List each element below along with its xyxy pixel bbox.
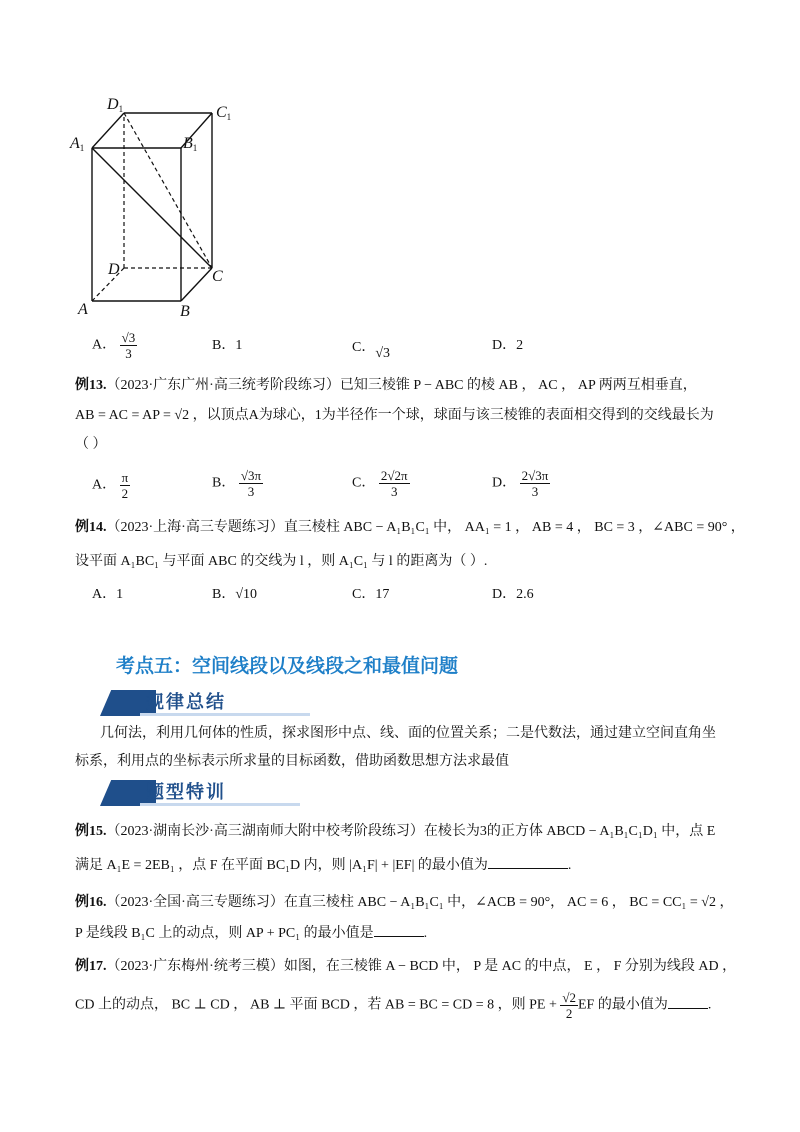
q14-line1 [75,518,745,538]
label-c1: C1 [216,104,232,122]
q14-option-d[interactable]: D．2.6 [492,587,534,602]
option-label: B． [212,338,236,353]
question-text: （2023·广东广州·高三统考阶段练习）已知三棱锥 P − ABC 的棱 AB ， AC ， AP 两两互相垂直， [106,378,697,393]
question-text: （2023·全国·高三专题练习）在直三棱柱 ABC − A₁B₁C₁ 中，∠ACB = 90°， AC = 6 ， BC = CC₁ = √2 ， [106,895,734,910]
label-d1: D1 [107,96,124,114]
fraction: $\frac{2√3\pi}{3}$ [521,468,549,499]
label-a1: A1 [70,135,85,153]
example-label: 例13. [75,378,107,393]
q13-option-a[interactable]: A． $\frac{\pi}{2}$ [92,470,129,501]
q14-option-c[interactable]: C．17 [352,587,390,602]
banner-summary [100,690,310,716]
diag-a1c [92,148,212,268]
q12-option-c[interactable] [352,338,391,361]
option-value: 2 [516,338,524,353]
q17-line2: CD 上的动点， BC ⊥ CD ， AB ⊥ 平面 BCD ，若 AB = BC = CD = 8 ，则 PE + $\frac{√2}{2}$ EF 的最小值为 . [75,990,712,1021]
question-text: 满足 A₁E = 2EB₁ ，点 F 在平面 BC₁D 内，则 |A₁F| + |EF| 的最小值为 [75,858,488,873]
edge-bc [181,268,212,301]
summary-line1: 几何法，利用几何体的性质，探求图形中点、线、面的位置关系；二是代数法，通过建立空间直角坐 [100,726,716,741]
question-text: P 是线段 B₁C 上的动点，则 AP + PC₁ 的最小值是 [75,926,374,941]
edge-a1d1 [92,113,124,148]
question-text: （2023·上海·高三专题练习）直三棱柱 ABC − A₁B₁C₁ 中， AA₁ = 1 ， AB = 4 ， BC = 3 ，∠ABC = 90° ， [106,520,745,535]
q12-option-a[interactable] [92,330,137,361]
option-label: A． [92,337,117,353]
summary-line2: 标系，利用点的坐标表示所求量的目标函数，借助函数思想方法求最值 [75,754,509,769]
q17-line1 [75,957,736,977]
fraction: $\frac{\pi}{2}$ [121,470,129,501]
example-label: 例14. [75,520,107,535]
banner-label: 规律总结 [146,692,226,713]
banner-training [100,780,310,806]
q15-line2: 满足 A₁E = 2EB₁ ，点 F 在平面 BC₁D 内，则 |A₁F| + |EF| 的最小值为 . [75,858,572,873]
option-label: D． [492,338,517,353]
option-value: √3 [375,346,391,361]
example-label: 例15. [75,824,107,839]
example-label: 例17. [75,959,107,974]
label-d: D [108,261,120,278]
q13-line1 [75,376,697,396]
answer-blank[interactable] [488,868,568,869]
q15-line1 [75,822,715,842]
q16-line2: P 是线段 B₁C 上的动点，则 AP + PC₁ 的最小值是 . [75,926,428,941]
q12-option-b[interactable] [212,336,242,356]
q14-option-a[interactable]: A．1 [92,587,124,602]
q13-line3: （ ） [75,437,107,452]
question-text: （2023·广东梅州·统考三模）如图，在三棱锥 A − BCD 中， P 是 AC 的中点， E ， F 分别为线段 AD ， [106,959,737,974]
fraction: $\frac{2√2\pi}{3}$ [380,468,408,499]
q13-option-b[interactable]: B． $\frac{√3\pi}{3}$ [212,468,262,499]
q13-option-c[interactable]: C． $\frac{2√2\pi}{3}$ [352,468,408,499]
label-a: A [78,301,88,318]
fraction: $\frac{√2}{2}$ [562,990,576,1021]
section-title: 考点五：空间线段以及线段之和最值问题 [116,655,459,677]
option-value: 1 [235,338,243,353]
banner-label: 题型特训 [146,782,226,803]
prism-figure [60,88,250,323]
label-c: C [212,268,223,285]
option-label: C． [352,340,376,355]
question-text: CD 上的动点， BC ⊥ CD ， AB ⊥ 平面 BCD ，若 AB = BC = CD = 8 ，则 PE + [75,997,557,1013]
diag-d1c-hidden [124,113,212,268]
label-b: B [180,303,190,320]
example-label: 例16. [75,895,107,910]
answer-blank[interactable] [668,1008,708,1009]
fraction: $\frac{√3\pi}{3}$ [240,468,262,499]
q13-line2: AB = AC = AP = √2 ，以顶点A为球心，1为半径作一个球，球面与该三棱锥的表面相交得到的交线最长为 [75,408,714,423]
label-b1: B1 [183,135,198,153]
question-text: （2023·湖南长沙·高三湖南师大附中校考阶段练习）在棱长为3的正方体 ABCD − A₁B₁C₁D₁ 中，点 E [106,824,716,839]
q14-line2: 设平面 A₁BC₁ 与平面 ABC 的交线为 l ，则 A₁C₁ 与 l 的距离为（ ）. [75,554,488,569]
answer-blank[interactable] [374,936,424,937]
q12-option-d[interactable] [492,336,523,356]
q14-option-b[interactable]: B．√10 [212,587,258,602]
q13-option-d[interactable]: D． $\frac{2√3\pi}{3}$ [492,468,549,499]
q16-line1 [75,893,733,913]
fraction: $\frac{√3}{3}$ [121,330,136,361]
